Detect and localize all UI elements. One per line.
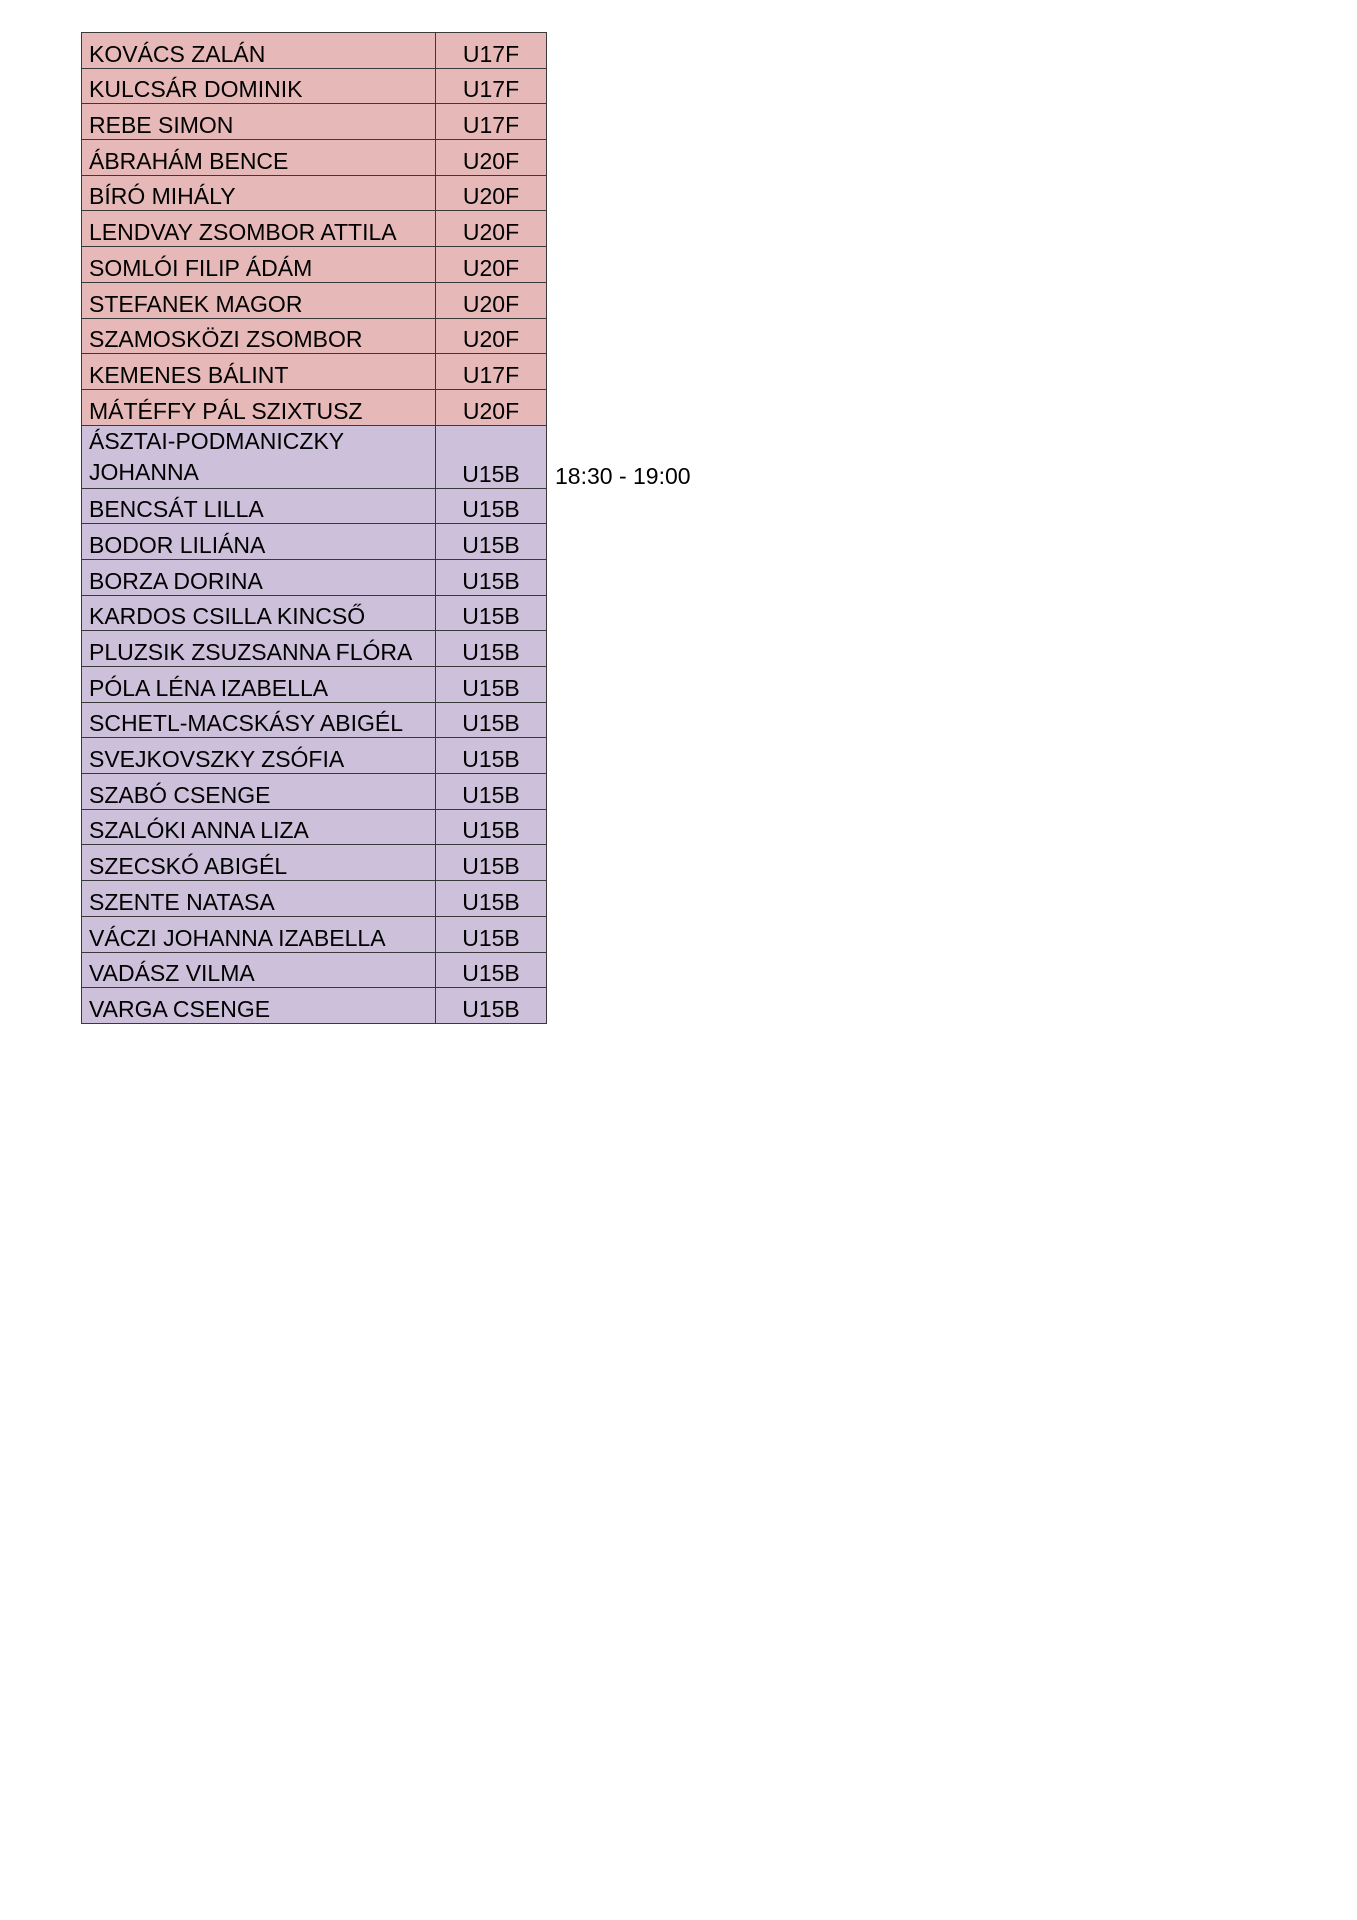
player-name-cell: VÁCZI JOHANNA IZABELLA — [82, 916, 436, 952]
table-row — [82, 389, 716, 425]
table-row — [82, 524, 716, 560]
empty-cell — [547, 104, 716, 140]
table-row — [82, 425, 716, 488]
empty-cell — [547, 667, 716, 703]
player-name-cell: SZALÓKI ANNA LIZA — [82, 809, 436, 845]
empty-cell — [547, 247, 716, 283]
table-row — [82, 702, 716, 738]
category-cell: U15B — [436, 988, 547, 1024]
player-name-cell: KARDOS CSILLA KINCSŐ — [82, 595, 436, 631]
category-cell: U20F — [436, 247, 547, 283]
empty-cell — [547, 68, 716, 104]
category-cell: U15B — [436, 667, 547, 703]
category-cell: U20F — [436, 175, 547, 211]
player-name-cell: SZECSKÓ ABIGÉL — [82, 845, 436, 881]
empty-cell — [547, 140, 716, 176]
table-row — [82, 595, 716, 631]
category-cell: U15B — [436, 631, 547, 667]
table-row — [82, 952, 716, 988]
player-name-cell: VADÁSZ VILMA — [82, 952, 436, 988]
empty-cell — [547, 916, 716, 952]
category-cell: U15B — [436, 425, 547, 488]
category-cell: U20F — [436, 140, 547, 176]
empty-cell — [547, 33, 716, 69]
category-cell: U15B — [436, 774, 547, 810]
category-cell: U17F — [436, 104, 547, 140]
empty-cell — [547, 211, 716, 247]
player-name-cell: PÓLA LÉNA IZABELLA — [82, 667, 436, 703]
empty-cell — [547, 631, 716, 667]
category-cell: U20F — [436, 389, 547, 425]
empty-cell — [547, 952, 716, 988]
player-name-cell: SOMLÓI FILIP ÁDÁM — [82, 247, 436, 283]
table-row — [82, 916, 716, 952]
table-row — [82, 318, 716, 354]
table-row — [82, 211, 716, 247]
player-name-cell: STEFANEK MAGOR — [82, 282, 436, 318]
empty-cell — [547, 881, 716, 917]
table-row — [82, 631, 716, 667]
table-row — [82, 354, 716, 390]
player-name-cell: ÁBRAHÁM BENCE — [82, 140, 436, 176]
category-cell: U15B — [436, 916, 547, 952]
player-name-cell: SZAMOSKÖZI ZSOMBOR — [82, 318, 436, 354]
category-cell: U15B — [436, 524, 547, 560]
roster-body — [82, 33, 716, 1024]
empty-cell — [547, 845, 716, 881]
player-name-cell: BENCSÁT LILLA — [82, 488, 436, 524]
player-name-cell: LENDVAY ZSOMBOR ATTILA — [82, 211, 436, 247]
player-name-cell: BORZA DORINA — [82, 559, 436, 595]
empty-cell — [547, 318, 716, 354]
empty-cell — [547, 524, 716, 560]
empty-cell — [547, 988, 716, 1024]
player-name-cell: SCHETL-MACSKÁSY ABIGÉL — [82, 702, 436, 738]
table-row — [82, 559, 716, 595]
table-row — [82, 175, 716, 211]
player-name-cell: ÁSZTAI-PODMANICZKY JOHANNA — [82, 425, 436, 488]
player-name-cell: VARGA CSENGE — [82, 988, 436, 1024]
empty-cell — [547, 595, 716, 631]
category-cell: U15B — [436, 809, 547, 845]
table-row — [82, 738, 716, 774]
table-row — [82, 140, 716, 176]
category-cell: U15B — [436, 845, 547, 881]
empty-cell — [547, 702, 716, 738]
empty-cell — [547, 354, 716, 390]
category-cell: U15B — [436, 702, 547, 738]
empty-cell — [547, 809, 716, 845]
player-name-cell: KOVÁCS ZALÁN — [82, 33, 436, 69]
player-name-cell: MÁTÉFFY PÁL SZIXTUSZ — [82, 389, 436, 425]
player-name-cell: SVEJKOVSZKY ZSÓFIA — [82, 738, 436, 774]
empty-cell — [547, 282, 716, 318]
player-name-cell: BODOR LILIÁNA — [82, 524, 436, 560]
category-cell: U20F — [436, 211, 547, 247]
category-cell: U17F — [436, 33, 547, 69]
category-cell: U15B — [436, 559, 547, 595]
empty-cell — [547, 175, 716, 211]
player-name-cell: SZENTE NATASA — [82, 881, 436, 917]
category-cell: U15B — [436, 595, 547, 631]
table-row — [82, 667, 716, 703]
table-row — [82, 988, 716, 1024]
category-cell: U15B — [436, 881, 547, 917]
table-row — [82, 809, 716, 845]
category-cell: U15B — [436, 952, 547, 988]
roster-table — [81, 32, 716, 1024]
empty-cell — [547, 559, 716, 595]
empty-cell — [547, 488, 716, 524]
table-row — [82, 881, 716, 917]
category-cell: U15B — [436, 488, 547, 524]
table-row — [82, 33, 716, 69]
player-name-cell: PLUZSIK ZSUZSANNA FLÓRA — [82, 631, 436, 667]
category-cell: U15B — [436, 738, 547, 774]
table-row — [82, 282, 716, 318]
table-row — [82, 845, 716, 881]
table-row — [82, 247, 716, 283]
player-name-cell: REBE SIMON — [82, 104, 436, 140]
empty-cell — [547, 738, 716, 774]
table-row — [82, 774, 716, 810]
table-row — [82, 68, 716, 104]
player-name-cell: BÍRÓ MIHÁLY — [82, 175, 436, 211]
empty-cell — [547, 774, 716, 810]
player-name-cell: SZABÓ CSENGE — [82, 774, 436, 810]
table-row — [82, 104, 716, 140]
category-cell: U20F — [436, 318, 547, 354]
player-name-cell: KULCSÁR DOMINIK — [82, 68, 436, 104]
player-name-cell: KEMENES BÁLINT — [82, 354, 436, 390]
category-cell: U20F — [436, 282, 547, 318]
category-cell: U17F — [436, 354, 547, 390]
time-slot-label: 18:30 - 19:00 — [555, 463, 691, 489]
category-cell: U17F — [436, 68, 547, 104]
empty-cell — [547, 389, 716, 425]
table-row — [82, 488, 716, 524]
